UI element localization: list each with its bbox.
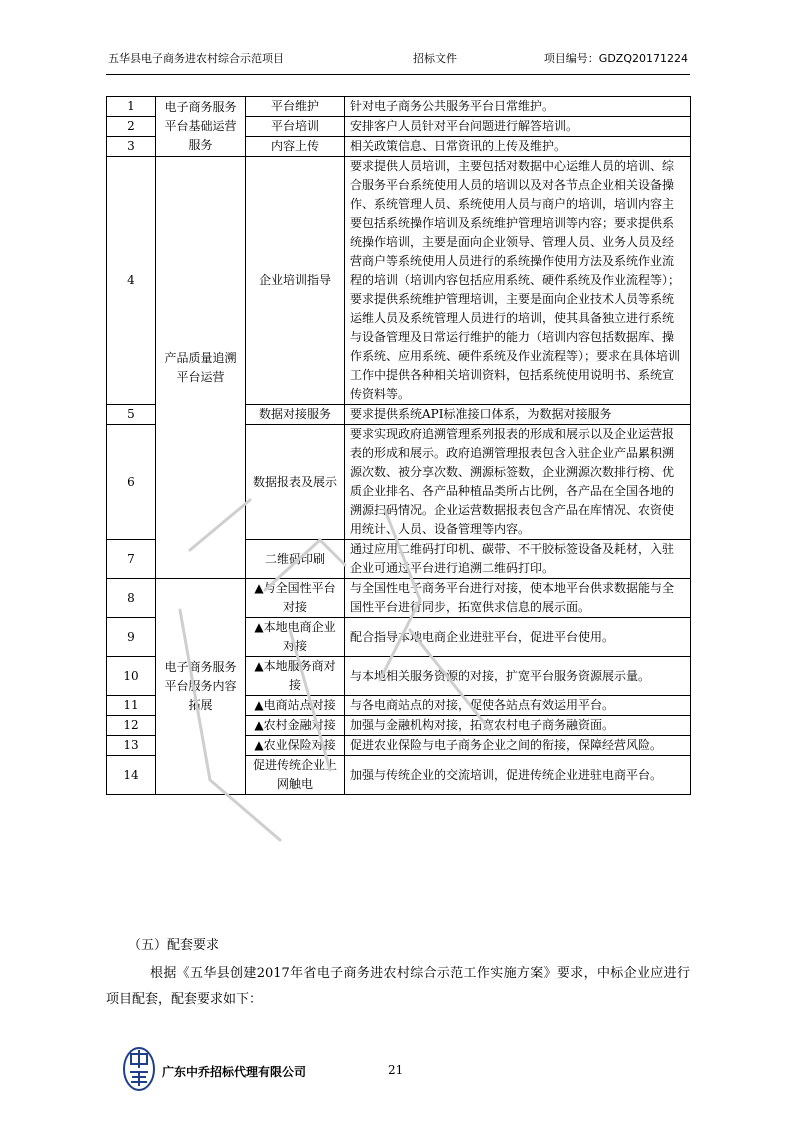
header-project-number: 项目编号：GDZQ20171224 bbox=[543, 52, 688, 65]
service-item: 二维码印刷 bbox=[246, 540, 345, 579]
service-description: 加强与金融机构对接，拓宽农村电子商务融资面。 bbox=[345, 716, 691, 736]
header-project-name: 五华县电子商务进农村综合示范项目 bbox=[108, 52, 284, 65]
service-description: 要求提供系统API标准接口体系，为数据对接服务 bbox=[345, 405, 691, 425]
row-number: 3 bbox=[107, 137, 156, 157]
service-spec-table bbox=[106, 96, 691, 795]
row-number: 13 bbox=[107, 736, 156, 756]
service-item: ▲农村金融对接 bbox=[246, 716, 345, 736]
header-divider bbox=[106, 74, 690, 75]
page-number: 21 bbox=[388, 1063, 404, 1077]
row-number: 9 bbox=[107, 618, 156, 657]
service-description: 要求实现政府追溯管理系列报表的形成和展示以及企业运营报表的形成和展示。政府追溯管理报表包含入驻企业产品累积溯源次数、被分享次数、溯源标签数，企业溯源次数排行榜、优质企业排名、各产品种植品类所占比例，各产品在全国各地的溯源扫码情况。企业运营数据报表包含产品在库情况、农资使用统计、人员、设备管理等内容。 bbox=[345, 425, 691, 540]
row-number: 4 bbox=[107, 157, 156, 405]
service-item: 促进传统企业上网触电 bbox=[246, 756, 345, 795]
service-description: 要求提供人员培训，主要包括对数据中心运维人员的培训、综合服务平台系统使用人员的培训以及对各节点企业相关设备操作、系统管理人员、系统使用人员与商户的培训，培训内容主要包括系统操作培训及系统维护管理培训等内容；要求提供系统操作培训，主要是面向企业领导、管理人员、业务人员及经营商户等系统使用人员进行的系统操作使用方法及系统作业流程的培训（培训内容包括应用系统、硬件系统及作业流程等）；要求提供系统维护管理培训，主要是面向企业技术人员等系统运维人员及系统管理人员进行的培训，使其具备独立进行系统与设备管理及日常运行维护的能力（培训内容包括数据库、操作系统、应用系统、硬件系统及作业流程等）；要求在具体培训工作中提供各种相关培训资料，包括系统使用说明书、系统宣传资料等。 bbox=[345, 157, 691, 405]
service-item: ▲本地电商企业对接 bbox=[246, 618, 345, 657]
service-item: 平台维护 bbox=[246, 97, 345, 117]
page-header bbox=[108, 50, 688, 68]
row-number: 5 bbox=[107, 405, 156, 425]
table-row bbox=[107, 157, 691, 405]
service-description: 安排客户人员针对平台问题进行解答培训。 bbox=[345, 117, 691, 137]
row-number: 11 bbox=[107, 696, 156, 716]
footer-company-name: 广东中乔招标代理有限公司 bbox=[162, 1065, 307, 1079]
row-number: 2 bbox=[107, 117, 156, 137]
section-paragraph: 根据《五华县创建2017年省电子商务进农村综合示范工作实施方案》要求，中标企业应进行项目配套，配套要求如下： bbox=[106, 966, 690, 1007]
service-item: ▲电商站点对接 bbox=[246, 696, 345, 716]
service-description: 通过应用二维码打印机、碳带、不干胶标签设备及耗材，入驻企业可通过平台进行追溯二维码打印。 bbox=[345, 540, 691, 579]
row-number: 14 bbox=[107, 756, 156, 795]
row-number: 6 bbox=[107, 425, 156, 540]
row-number: 7 bbox=[107, 540, 156, 579]
row-number: 10 bbox=[107, 657, 156, 696]
service-description: 配合指导本地电商企业进驻平台，促进平台使用。 bbox=[345, 618, 691, 657]
service-item: ▲与全国性平台对接 bbox=[246, 579, 345, 618]
service-item: 数据报表及展示 bbox=[246, 425, 345, 540]
category-cell: 产品质量追溯平台运营 bbox=[156, 157, 246, 579]
table-row bbox=[107, 97, 691, 117]
section-title: （五）配套要求 bbox=[128, 938, 220, 953]
service-item: 平台培训 bbox=[246, 117, 345, 137]
service-description: 促进农业保险与电子商务企业之间的衔接，保障经营风险。 bbox=[345, 736, 691, 756]
category-cell: 电子商务服务平台基础运营服务 bbox=[156, 97, 246, 157]
row-number: 12 bbox=[107, 716, 156, 736]
company-seal-logo bbox=[122, 1046, 156, 1092]
service-item: 数据对接服务 bbox=[246, 405, 345, 425]
category-cell: 电子商务服务平台服务内容拓展 bbox=[156, 579, 246, 795]
service-item: 内容上传 bbox=[246, 137, 345, 157]
service-description: 与全国性电子商务平台进行对接，使本地平台供求数据能与全国性平台进行同步，拓宽供求信息的展示面。 bbox=[345, 579, 691, 618]
row-number: 8 bbox=[107, 579, 156, 618]
service-item: 企业培训指导 bbox=[246, 157, 345, 405]
service-description: 与各电商站点的对接，促使各站点有效运用平台。 bbox=[345, 696, 691, 716]
service-description: 相关政策信息、日常资讯的上传及维护。 bbox=[345, 137, 691, 157]
service-item: ▲农业保险对接 bbox=[246, 736, 345, 756]
row-number: 1 bbox=[107, 97, 156, 117]
service-item: ▲本地服务商对接 bbox=[246, 657, 345, 696]
service-description: 加强与传统企业的交流培训，促进传统企业进驻电商平台。 bbox=[345, 756, 691, 795]
header-doc-type: 招标文件 bbox=[413, 52, 457, 65]
service-description: 与本地相关服务资源的对接，扩宽平台服务资源展示量。 bbox=[345, 657, 691, 696]
table-row bbox=[107, 579, 691, 618]
service-description: 针对电子商务公共服务平台日常维护。 bbox=[345, 97, 691, 117]
